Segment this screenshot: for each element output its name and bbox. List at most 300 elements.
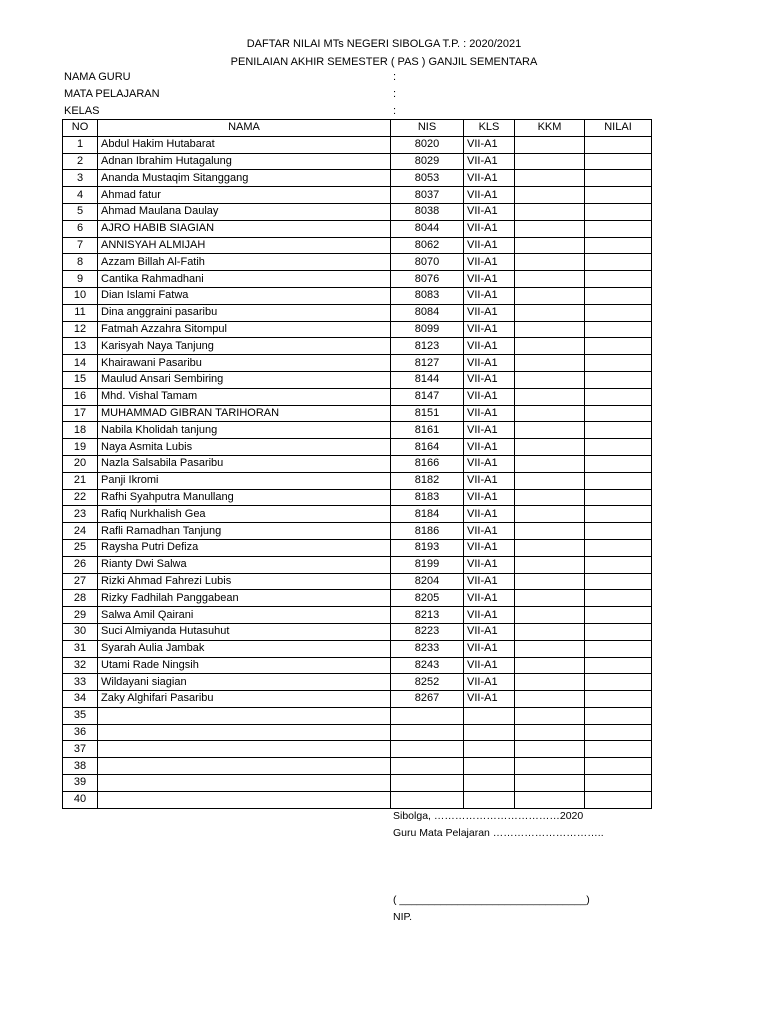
student-name-cell: Panji Ikromi xyxy=(98,472,391,489)
table-row xyxy=(63,338,652,355)
class-cell: VII-A1 xyxy=(464,472,515,489)
grade-cell xyxy=(585,338,652,355)
grade-cell xyxy=(585,405,652,422)
class-cell: VII-A1 xyxy=(464,271,515,288)
column-header-nilai: NILAI xyxy=(585,120,652,137)
student-name-cell: Adnan Ibrahim Hutagalung xyxy=(98,153,391,170)
student-name-cell: Raysha Putri Defiza xyxy=(98,539,391,556)
nis-cell: 8044 xyxy=(391,220,464,237)
grade-cell xyxy=(585,355,652,372)
kkm-cell xyxy=(515,741,585,758)
grade-cell xyxy=(585,657,652,674)
kkm-cell xyxy=(515,724,585,741)
kkm-cell xyxy=(515,657,585,674)
student-name-cell: Rianty Dwi Salwa xyxy=(98,556,391,573)
grade-cell xyxy=(585,203,652,220)
table-row xyxy=(63,422,652,439)
nis-cell xyxy=(391,791,464,808)
kkm-cell xyxy=(515,439,585,456)
teacher-signature-label: Guru Mata Pelajaran ………………………….. xyxy=(393,827,604,839)
grade-cell xyxy=(585,623,652,640)
place-date: Sibolga, ………………………………2020 xyxy=(393,810,584,822)
row-number-cell: 18 xyxy=(63,422,98,439)
student-name-cell: Khairawani Pasaribu xyxy=(98,355,391,372)
grade-cell xyxy=(585,304,652,321)
nip-label: NIP. xyxy=(393,911,413,923)
nis-cell: 8184 xyxy=(391,506,464,523)
student-name-cell: Fatmah Azzahra Sitompul xyxy=(98,321,391,338)
class-cell xyxy=(464,724,515,741)
column-header-kkm: KKM xyxy=(515,120,585,137)
row-number-cell: 21 xyxy=(63,472,98,489)
row-number-cell: 32 xyxy=(63,657,98,674)
class-cell: VII-A1 xyxy=(464,523,515,540)
row-number-cell: 7 xyxy=(63,237,98,254)
nis-cell xyxy=(391,724,464,741)
kkm-cell xyxy=(515,220,585,237)
class-cell xyxy=(464,758,515,775)
nis-cell xyxy=(391,707,464,724)
nis-cell: 8183 xyxy=(391,489,464,506)
kkm-cell xyxy=(515,607,585,624)
row-number-cell: 25 xyxy=(63,539,98,556)
student-name-cell xyxy=(98,707,391,724)
student-name-cell: Syarah Aulia Jambak xyxy=(98,640,391,657)
grade-cell xyxy=(585,472,652,489)
kkm-cell xyxy=(515,422,585,439)
nis-cell: 8252 xyxy=(391,674,464,691)
grade-cell xyxy=(585,573,652,590)
kkm-cell xyxy=(515,640,585,657)
table-header-row xyxy=(63,120,652,137)
student-name-cell xyxy=(98,775,391,792)
class-cell: VII-A1 xyxy=(464,287,515,304)
grade-cell xyxy=(585,321,652,338)
grade-cell xyxy=(585,674,652,691)
kkm-cell xyxy=(515,254,585,271)
subject-label: MATA PELAJARAN xyxy=(64,88,160,100)
table-row xyxy=(63,791,652,808)
kkm-cell xyxy=(515,203,585,220)
kkm-cell xyxy=(515,791,585,808)
student-name-cell: Azzam Billah Al-Fatih xyxy=(98,254,391,271)
row-number-cell: 10 xyxy=(63,287,98,304)
kkm-cell xyxy=(515,153,585,170)
row-number-cell: 38 xyxy=(63,758,98,775)
class-cell: VII-A1 xyxy=(464,691,515,708)
kkm-cell xyxy=(515,623,585,640)
table-row xyxy=(63,136,652,153)
grade-cell xyxy=(585,691,652,708)
row-number-cell: 33 xyxy=(63,674,98,691)
grade-cell xyxy=(585,439,652,456)
class-cell: VII-A1 xyxy=(464,355,515,372)
row-number-cell: 16 xyxy=(63,388,98,405)
nis-cell: 8144 xyxy=(391,371,464,388)
kkm-cell xyxy=(515,355,585,372)
student-name-cell: Naya Asmita Lubis xyxy=(98,439,391,456)
class-cell: VII-A1 xyxy=(464,338,515,355)
grade-cell xyxy=(585,489,652,506)
class-cell: VII-A1 xyxy=(464,590,515,607)
grade-cell xyxy=(585,523,652,540)
row-number-cell: 14 xyxy=(63,355,98,372)
nis-cell: 8213 xyxy=(391,607,464,624)
column-header-kls: KLS xyxy=(464,120,515,137)
student-name-cell: Ahmad Maulana Daulay xyxy=(98,203,391,220)
nis-cell: 8233 xyxy=(391,640,464,657)
student-name-cell: Maulud Ansari Sembiring xyxy=(98,371,391,388)
table-row xyxy=(63,355,652,372)
grade-cell xyxy=(585,220,652,237)
column-header-nis: NIS xyxy=(391,120,464,137)
table-row xyxy=(63,472,652,489)
class-cell: VII-A1 xyxy=(464,153,515,170)
class-cell xyxy=(464,707,515,724)
class-cell: VII-A1 xyxy=(464,640,515,657)
class-cell: VII-A1 xyxy=(464,237,515,254)
grade-cell xyxy=(585,775,652,792)
grade-cell xyxy=(585,455,652,472)
grade-cell xyxy=(585,254,652,271)
nis-cell: 8193 xyxy=(391,539,464,556)
student-name-cell: Nazla Salsabila Pasaribu xyxy=(98,455,391,472)
class-cell: VII-A1 xyxy=(464,220,515,237)
kkm-cell xyxy=(515,271,585,288)
table-row xyxy=(63,455,652,472)
table-row xyxy=(63,623,652,640)
nis-cell: 8182 xyxy=(391,472,464,489)
student-name-cell: Mhd. Vishal Tamam xyxy=(98,388,391,405)
table-row xyxy=(63,724,652,741)
row-number-cell: 23 xyxy=(63,506,98,523)
table-row xyxy=(63,607,652,624)
grade-cell xyxy=(585,758,652,775)
class-cell: VII-A1 xyxy=(464,405,515,422)
table-body xyxy=(63,136,652,808)
nis-cell: 8127 xyxy=(391,355,464,372)
nis-cell: 8205 xyxy=(391,590,464,607)
row-number-cell: 40 xyxy=(63,791,98,808)
kkm-cell xyxy=(515,506,585,523)
kkm-cell xyxy=(515,691,585,708)
table-row xyxy=(63,170,652,187)
row-number-cell: 1 xyxy=(63,136,98,153)
student-name-cell: Rizki Ahmad Fahrezi Lubis xyxy=(98,573,391,590)
class-cell xyxy=(464,775,515,792)
class-cell: VII-A1 xyxy=(464,657,515,674)
nis-cell: 8243 xyxy=(391,657,464,674)
table-row xyxy=(63,758,652,775)
grade-cell xyxy=(585,287,652,304)
grade-cell xyxy=(585,371,652,388)
student-name-cell: Dian Islami Fatwa xyxy=(98,287,391,304)
nis-cell: 8123 xyxy=(391,338,464,355)
row-number-cell: 36 xyxy=(63,724,98,741)
student-name-cell: AJRO HABIB SIAGIAN xyxy=(98,220,391,237)
table-row xyxy=(63,321,652,338)
row-number-cell: 37 xyxy=(63,741,98,758)
nis-cell: 8037 xyxy=(391,187,464,204)
row-number-cell: 15 xyxy=(63,371,98,388)
nis-cell xyxy=(391,741,464,758)
class-row xyxy=(64,105,397,118)
kkm-cell xyxy=(515,573,585,590)
grade-cell xyxy=(585,724,652,741)
student-name-cell: Nabila Kholidah tanjung xyxy=(98,422,391,439)
document-title: DAFTAR NILAI MTs NEGERI SIBOLGA T.P. : 2020/2021 xyxy=(246,38,522,50)
nis-cell: 8099 xyxy=(391,321,464,338)
column-header-name: NAMA xyxy=(98,120,391,137)
row-number-cell: 22 xyxy=(63,489,98,506)
table-row xyxy=(63,439,652,456)
nis-cell: 8186 xyxy=(391,523,464,540)
kkm-cell xyxy=(515,674,585,691)
class-cell: VII-A1 xyxy=(464,674,515,691)
student-name-cell: Rizky Fadhilah Panggabean xyxy=(98,590,391,607)
table-row xyxy=(63,489,652,506)
teacher-name-colon: : xyxy=(393,71,397,83)
table-row xyxy=(63,237,652,254)
nis-cell: 8204 xyxy=(391,573,464,590)
nis-cell: 8223 xyxy=(391,623,464,640)
student-name-cell: Salwa Amil Qairani xyxy=(98,607,391,624)
grade-cell xyxy=(585,590,652,607)
grade-cell xyxy=(585,556,652,573)
grade-cell xyxy=(585,741,652,758)
grade-cell xyxy=(585,237,652,254)
class-cell: VII-A1 xyxy=(464,136,515,153)
teacher-name-row xyxy=(64,71,397,84)
kkm-cell xyxy=(515,338,585,355)
student-name-cell: Ahmad fatur xyxy=(98,187,391,204)
row-number-cell: 34 xyxy=(63,691,98,708)
class-cell: VII-A1 xyxy=(464,187,515,204)
row-number-cell: 19 xyxy=(63,439,98,456)
nis-cell: 8076 xyxy=(391,271,464,288)
student-name-cell: Suci Almiyanda Hutasuhut xyxy=(98,623,391,640)
table-row xyxy=(63,775,652,792)
table-row xyxy=(63,506,652,523)
class-cell: VII-A1 xyxy=(464,489,515,506)
student-name-cell: Dina anggraini pasaribu xyxy=(98,304,391,321)
kkm-cell xyxy=(515,455,585,472)
nis-cell: 8267 xyxy=(391,691,464,708)
table-row xyxy=(63,674,652,691)
class-cell: VII-A1 xyxy=(464,203,515,220)
table-row xyxy=(63,203,652,220)
table-row xyxy=(63,371,652,388)
class-cell: VII-A1 xyxy=(464,254,515,271)
kkm-cell xyxy=(515,371,585,388)
kkm-cell xyxy=(515,775,585,792)
class-cell: VII-A1 xyxy=(464,371,515,388)
nis-cell: 8083 xyxy=(391,287,464,304)
nis-cell: 8038 xyxy=(391,203,464,220)
student-name-cell: Wildayani siagian xyxy=(98,674,391,691)
table-row xyxy=(63,287,652,304)
table-row xyxy=(63,405,652,422)
row-number-cell: 8 xyxy=(63,254,98,271)
student-name-cell: Rafli Ramadhan Tanjung xyxy=(98,523,391,540)
table-row xyxy=(63,187,652,204)
class-cell: VII-A1 xyxy=(464,422,515,439)
table-row xyxy=(63,153,652,170)
nis-cell xyxy=(391,775,464,792)
class-cell: VII-A1 xyxy=(464,388,515,405)
subject-row xyxy=(64,88,397,101)
kkm-cell xyxy=(515,187,585,204)
grade-cell xyxy=(585,707,652,724)
class-cell: VII-A1 xyxy=(464,506,515,523)
row-number-cell: 17 xyxy=(63,405,98,422)
nis-cell: 8070 xyxy=(391,254,464,271)
student-name-cell xyxy=(98,741,391,758)
table-row xyxy=(63,691,652,708)
class-colon: : xyxy=(393,105,397,117)
kkm-cell xyxy=(515,523,585,540)
kkm-cell xyxy=(515,136,585,153)
signature-line: ( ________________________________) xyxy=(393,894,590,906)
kkm-cell xyxy=(515,489,585,506)
student-name-cell: Cantika Rahmadhani xyxy=(98,271,391,288)
row-number-cell: 3 xyxy=(63,170,98,187)
nis-cell: 8151 xyxy=(391,405,464,422)
class-cell: VII-A1 xyxy=(464,607,515,624)
table-row xyxy=(63,590,652,607)
grade-cell xyxy=(585,791,652,808)
grade-cell xyxy=(585,187,652,204)
class-cell: VII-A1 xyxy=(464,455,515,472)
row-number-cell: 30 xyxy=(63,623,98,640)
teacher-name-label: NAMA GURU xyxy=(64,71,131,83)
row-number-cell: 29 xyxy=(63,607,98,624)
kkm-cell xyxy=(515,304,585,321)
table-row xyxy=(63,523,652,540)
student-name-cell: ANNISYAH ALMIJAH xyxy=(98,237,391,254)
row-number-cell: 28 xyxy=(63,590,98,607)
kkm-cell xyxy=(515,321,585,338)
kkm-cell xyxy=(515,405,585,422)
student-name-cell: Ananda Mustaqim Sitanggang xyxy=(98,170,391,187)
nis-cell: 8166 xyxy=(391,455,464,472)
grade-table xyxy=(62,119,652,809)
kkm-cell xyxy=(515,287,585,304)
row-number-cell: 9 xyxy=(63,271,98,288)
row-number-cell: 11 xyxy=(63,304,98,321)
student-name-cell xyxy=(98,758,391,775)
row-number-cell: 6 xyxy=(63,220,98,237)
document-subtitle: PENILAIAN AKHIR SEMESTER ( PAS ) GANJIL SEMENTARA xyxy=(230,56,538,68)
kkm-cell xyxy=(515,237,585,254)
row-number-cell: 5 xyxy=(63,203,98,220)
row-number-cell: 20 xyxy=(63,455,98,472)
grade-cell xyxy=(585,539,652,556)
grade-cell xyxy=(585,388,652,405)
table-row xyxy=(63,640,652,657)
table-row xyxy=(63,220,652,237)
table-row xyxy=(63,254,652,271)
nis-cell: 8053 xyxy=(391,170,464,187)
nis-cell: 8199 xyxy=(391,556,464,573)
nis-cell: 8020 xyxy=(391,136,464,153)
class-cell xyxy=(464,741,515,758)
row-number-cell: 31 xyxy=(63,640,98,657)
kkm-cell xyxy=(515,472,585,489)
class-cell: VII-A1 xyxy=(464,321,515,338)
student-name-cell: MUHAMMAD GIBRAN TARIHORAN xyxy=(98,405,391,422)
table-row xyxy=(63,707,652,724)
student-name-cell: Zaky Alghifari Pasaribu xyxy=(98,691,391,708)
nis-cell: 8062 xyxy=(391,237,464,254)
student-name-cell: Karisyah Naya Tanjung xyxy=(98,338,391,355)
class-cell: VII-A1 xyxy=(464,439,515,456)
nis-cell: 8164 xyxy=(391,439,464,456)
grade-cell xyxy=(585,422,652,439)
row-number-cell: 26 xyxy=(63,556,98,573)
row-number-cell: 24 xyxy=(63,523,98,540)
table-row xyxy=(63,271,652,288)
grade-cell xyxy=(585,607,652,624)
grade-cell xyxy=(585,640,652,657)
table-row xyxy=(63,741,652,758)
class-label: KELAS xyxy=(64,105,100,117)
column-header-no: NO xyxy=(63,120,98,137)
class-cell xyxy=(464,791,515,808)
subject-colon: : xyxy=(393,88,397,100)
student-name-cell: Utami Rade Ningsih xyxy=(98,657,391,674)
student-name-cell xyxy=(98,791,391,808)
kkm-cell xyxy=(515,170,585,187)
table-row xyxy=(63,388,652,405)
class-cell: VII-A1 xyxy=(464,539,515,556)
grade-cell xyxy=(585,136,652,153)
kkm-cell xyxy=(515,590,585,607)
student-name-cell xyxy=(98,724,391,741)
table-row xyxy=(63,573,652,590)
grade-cell xyxy=(585,170,652,187)
class-cell: VII-A1 xyxy=(464,304,515,321)
class-cell: VII-A1 xyxy=(464,623,515,640)
grade-cell xyxy=(585,271,652,288)
row-number-cell: 13 xyxy=(63,338,98,355)
row-number-cell: 27 xyxy=(63,573,98,590)
nis-cell: 8147 xyxy=(391,388,464,405)
kkm-cell xyxy=(515,539,585,556)
table-row xyxy=(63,556,652,573)
grade-cell xyxy=(585,506,652,523)
nis-cell: 8161 xyxy=(391,422,464,439)
class-cell: VII-A1 xyxy=(464,170,515,187)
table-row xyxy=(63,304,652,321)
kkm-cell xyxy=(515,758,585,775)
class-cell: VII-A1 xyxy=(464,573,515,590)
nis-cell: 8029 xyxy=(391,153,464,170)
row-number-cell: 4 xyxy=(63,187,98,204)
row-number-cell: 35 xyxy=(63,707,98,724)
table-row xyxy=(63,657,652,674)
kkm-cell xyxy=(515,388,585,405)
row-number-cell: 39 xyxy=(63,775,98,792)
table-row xyxy=(63,539,652,556)
student-name-cell: Rafiq Nurkhalish Gea xyxy=(98,506,391,523)
class-cell: VII-A1 xyxy=(464,556,515,573)
row-number-cell: 12 xyxy=(63,321,98,338)
nis-cell: 8084 xyxy=(391,304,464,321)
student-name-cell: Abdul Hakim Hutabarat xyxy=(98,136,391,153)
student-name-cell: Rafhi Syahputra Manullang xyxy=(98,489,391,506)
row-number-cell: 2 xyxy=(63,153,98,170)
